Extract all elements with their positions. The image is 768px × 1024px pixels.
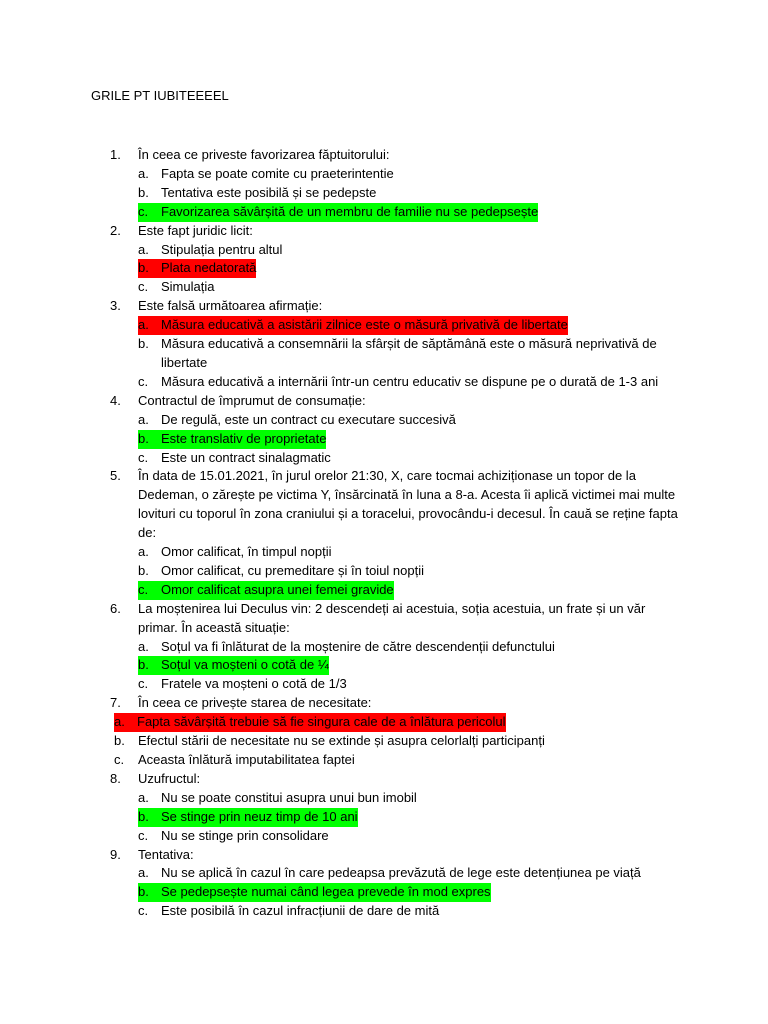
option-text: Aceasta înlătură imputabilitatea faptei bbox=[138, 752, 355, 767]
option-letter: c. bbox=[138, 449, 149, 465]
answer-option bbox=[0, 411, 768, 430]
correct-highlight bbox=[138, 656, 329, 675]
answer-option bbox=[0, 864, 768, 883]
question-number: 6. bbox=[110, 600, 121, 616]
question-text: În ceea ce privește starea de necesitate: bbox=[138, 695, 372, 711]
answer-option-body bbox=[0, 449, 681, 468]
option-text: Favorizarea săvârșită de un membru de familie nu se pedepsește bbox=[161, 203, 539, 219]
option-letter: a. bbox=[138, 317, 149, 333]
answer-option-body bbox=[0, 373, 681, 392]
option-letter: c. bbox=[138, 581, 149, 597]
option-text: Este un contract sinalagmatic bbox=[161, 449, 331, 465]
option-text: Omor calificat, cu premeditare și în toiul nopții bbox=[161, 562, 424, 578]
question-number: 5. bbox=[110, 468, 121, 484]
answer-option-body bbox=[0, 241, 681, 260]
option-letter: a. bbox=[138, 544, 149, 560]
question-number: 3. bbox=[110, 298, 121, 314]
question-list bbox=[0, 146, 768, 921]
answer-option bbox=[0, 165, 768, 184]
option-letter: b. bbox=[138, 884, 149, 900]
option-text: Este posibilă în cazul infracțiunii de dare de mită bbox=[161, 903, 440, 919]
option-text: Măsura educativă a asistării zilnice este o măsură privativă de libertate bbox=[161, 317, 568, 333]
answer-option-body bbox=[0, 543, 681, 562]
question-item bbox=[0, 694, 768, 713]
answer-option-body bbox=[0, 411, 681, 430]
option-text: Omor calificat asupra unei femei gravide bbox=[161, 581, 394, 597]
question-item bbox=[0, 146, 768, 165]
answer-option bbox=[0, 883, 768, 902]
option-text: Tentativa este posibilă și se pedepste bbox=[161, 184, 377, 200]
wrong-highlight bbox=[138, 316, 568, 335]
option-letter: b. bbox=[138, 657, 149, 673]
answer-option-body bbox=[0, 902, 681, 921]
answer-option bbox=[0, 675, 768, 694]
answer-option bbox=[0, 751, 768, 770]
answer-option-body bbox=[0, 732, 698, 751]
option-letter: a. bbox=[138, 165, 149, 181]
answer-option-body bbox=[0, 278, 681, 297]
option-text: Omor calificat, în timpul nopții bbox=[161, 544, 332, 560]
option-letter: a. bbox=[138, 241, 149, 257]
answer-option bbox=[0, 259, 768, 278]
answer-option bbox=[0, 316, 768, 335]
option-text: Soțul va fi înlăturat de la moștenire de către descendenții defunctului bbox=[161, 638, 555, 654]
question-number-cell bbox=[0, 600, 138, 619]
correct-highlight bbox=[138, 808, 358, 827]
option-text: Soțul va moșteni o cotă de ¼ bbox=[161, 657, 329, 673]
option-letter: a. bbox=[138, 411, 149, 427]
question-number: 8. bbox=[110, 770, 121, 786]
answer-option bbox=[0, 203, 768, 222]
answer-option bbox=[0, 278, 768, 297]
option-letter: c. bbox=[138, 279, 149, 295]
option-letter: c. bbox=[114, 752, 125, 767]
answer-option bbox=[0, 581, 768, 600]
answer-option-body bbox=[0, 184, 681, 203]
option-letter: c. bbox=[138, 903, 149, 919]
answer-option bbox=[0, 827, 768, 846]
option-letter: c. bbox=[138, 203, 149, 219]
correct-highlight bbox=[138, 203, 538, 222]
option-letter: a. bbox=[138, 865, 149, 881]
answer-option bbox=[0, 713, 768, 732]
answer-option bbox=[0, 543, 768, 562]
question-number: 9. bbox=[110, 846, 121, 862]
option-text: Fapta săvârșită trebuie să fie singura cale de a înlătura pericolul bbox=[137, 714, 506, 730]
answer-option bbox=[0, 638, 768, 657]
question-item bbox=[0, 392, 768, 411]
correct-highlight bbox=[138, 430, 326, 449]
question-text: În ceea ce priveste favorizarea făptuitorului: bbox=[138, 147, 390, 162]
option-text: Efectul stării de necesitate nu se extinde și asupra celorlalți participanți bbox=[138, 733, 545, 749]
option-letter: c. bbox=[138, 676, 149, 692]
question-number: 4. bbox=[110, 392, 121, 408]
question-number-cell bbox=[0, 392, 138, 411]
question-number: 1. bbox=[110, 147, 121, 162]
question-number-cell bbox=[0, 846, 138, 865]
answer-option-body bbox=[0, 165, 681, 184]
option-text: Se stinge prin neuz timp de 10 ani bbox=[161, 808, 358, 824]
option-letter: b. bbox=[138, 808, 149, 824]
option-letter: a. bbox=[138, 638, 149, 654]
answer-option bbox=[0, 373, 768, 392]
answer-option-body bbox=[0, 864, 681, 883]
question-number: 2. bbox=[110, 222, 121, 238]
question-number-cell bbox=[0, 297, 138, 316]
answer-option bbox=[0, 184, 768, 203]
option-letter: b. bbox=[114, 733, 125, 749]
option-text: Măsura educativă a consemnării la sfârșit de săptămână este o măsură neprivativă de libertate bbox=[161, 336, 657, 370]
answer-option bbox=[0, 449, 768, 468]
question-item bbox=[0, 297, 768, 316]
option-text: Plata nedatorată bbox=[161, 260, 257, 276]
question-item bbox=[0, 467, 768, 543]
answer-option bbox=[0, 808, 768, 827]
option-text: Nu se stinge prin consolidare bbox=[161, 827, 329, 843]
question-number-cell bbox=[0, 146, 138, 165]
question-text: Este fapt juridic licit: bbox=[138, 222, 253, 238]
wrong-highlight bbox=[114, 713, 506, 732]
answer-option bbox=[0, 656, 768, 675]
question-number: 7. bbox=[110, 695, 121, 711]
option-letter: b. bbox=[138, 562, 149, 578]
correct-highlight bbox=[138, 883, 491, 902]
answer-option bbox=[0, 732, 768, 751]
question-text: Uzufructul: bbox=[138, 770, 201, 786]
option-text: Măsura educativă a internării într-un centru educativ se dispune pe o durată de 1-3 ani bbox=[161, 373, 659, 389]
answer-option bbox=[0, 902, 768, 921]
question-text: Contractul de împrumut de consumație: bbox=[138, 392, 366, 408]
option-text: Fratele va moșteni o cotă de 1/3 bbox=[161, 676, 347, 692]
answer-option-body bbox=[0, 562, 681, 581]
option-text: Simulația bbox=[161, 279, 215, 295]
question-number-cell bbox=[0, 694, 138, 713]
question-text: În data de 15.01.2021, în jurul orelor 21:30, X, care tocmai achiziționase un topor de la Dedeman, o zărește pe victima Y, însărcinată în luna a 8-a. Acesta îi aplică victimei mai multe lovituri cu toporul în zona craniului și a toracelui, provocându-i decesul. În cauă se reține fapta de: bbox=[138, 468, 678, 541]
option-text: De regulă, este un contract cu executare succesivă bbox=[161, 411, 456, 427]
answer-option-body bbox=[0, 751, 698, 770]
answer-option bbox=[0, 241, 768, 260]
option-letter: b. bbox=[138, 260, 149, 276]
answer-option bbox=[0, 562, 768, 581]
option-text: Fapta se poate comite cu praeterintentie bbox=[161, 165, 394, 181]
answer-option-body bbox=[0, 675, 681, 694]
answer-option bbox=[0, 335, 768, 373]
option-letter: a. bbox=[138, 789, 149, 805]
wrong-highlight bbox=[138, 259, 256, 278]
option-text: Se pedepsește numai când legea prevede în mod expres bbox=[161, 884, 491, 900]
question-number-cell bbox=[0, 770, 138, 789]
question-text: Tentativa: bbox=[138, 846, 194, 862]
option-letter: b. bbox=[138, 336, 149, 352]
answer-option-body bbox=[0, 335, 681, 373]
page-title: GRILE PT IUBITEEEEL bbox=[91, 88, 229, 103]
option-text: Nu se poate constitui asupra unui bun imobil bbox=[161, 789, 417, 805]
option-letter: c. bbox=[138, 827, 149, 843]
option-letter: c. bbox=[138, 373, 149, 389]
answer-option-body bbox=[0, 789, 681, 808]
question-item bbox=[0, 770, 768, 789]
question-text: Este falsă următoarea afirmație: bbox=[138, 298, 323, 314]
correct-highlight bbox=[138, 581, 394, 600]
question-item bbox=[0, 846, 768, 865]
option-letter: b. bbox=[138, 184, 149, 200]
answer-option bbox=[0, 430, 768, 449]
answer-option-body bbox=[0, 638, 681, 657]
option-text: Este translativ de proprietate bbox=[161, 430, 327, 446]
option-letter: b. bbox=[138, 430, 149, 446]
option-text: Stipulația pentru altul bbox=[161, 241, 283, 257]
answer-option-body bbox=[0, 827, 681, 846]
question-text: La moștenirea lui Deculus vin: 2 descendeți ai acestuia, soția acestuia, un frate și un văr primar. În această situație: bbox=[138, 600, 646, 635]
answer-option bbox=[0, 789, 768, 808]
question-item bbox=[0, 222, 768, 241]
question-number-cell bbox=[0, 222, 138, 241]
question-item bbox=[0, 600, 768, 638]
option-text: Nu se aplică în cazul în care pedeapsa prevăzută de lege este detențiunea pe viață bbox=[161, 865, 641, 881]
option-letter: a. bbox=[114, 714, 125, 730]
question-number-cell bbox=[0, 467, 138, 486]
